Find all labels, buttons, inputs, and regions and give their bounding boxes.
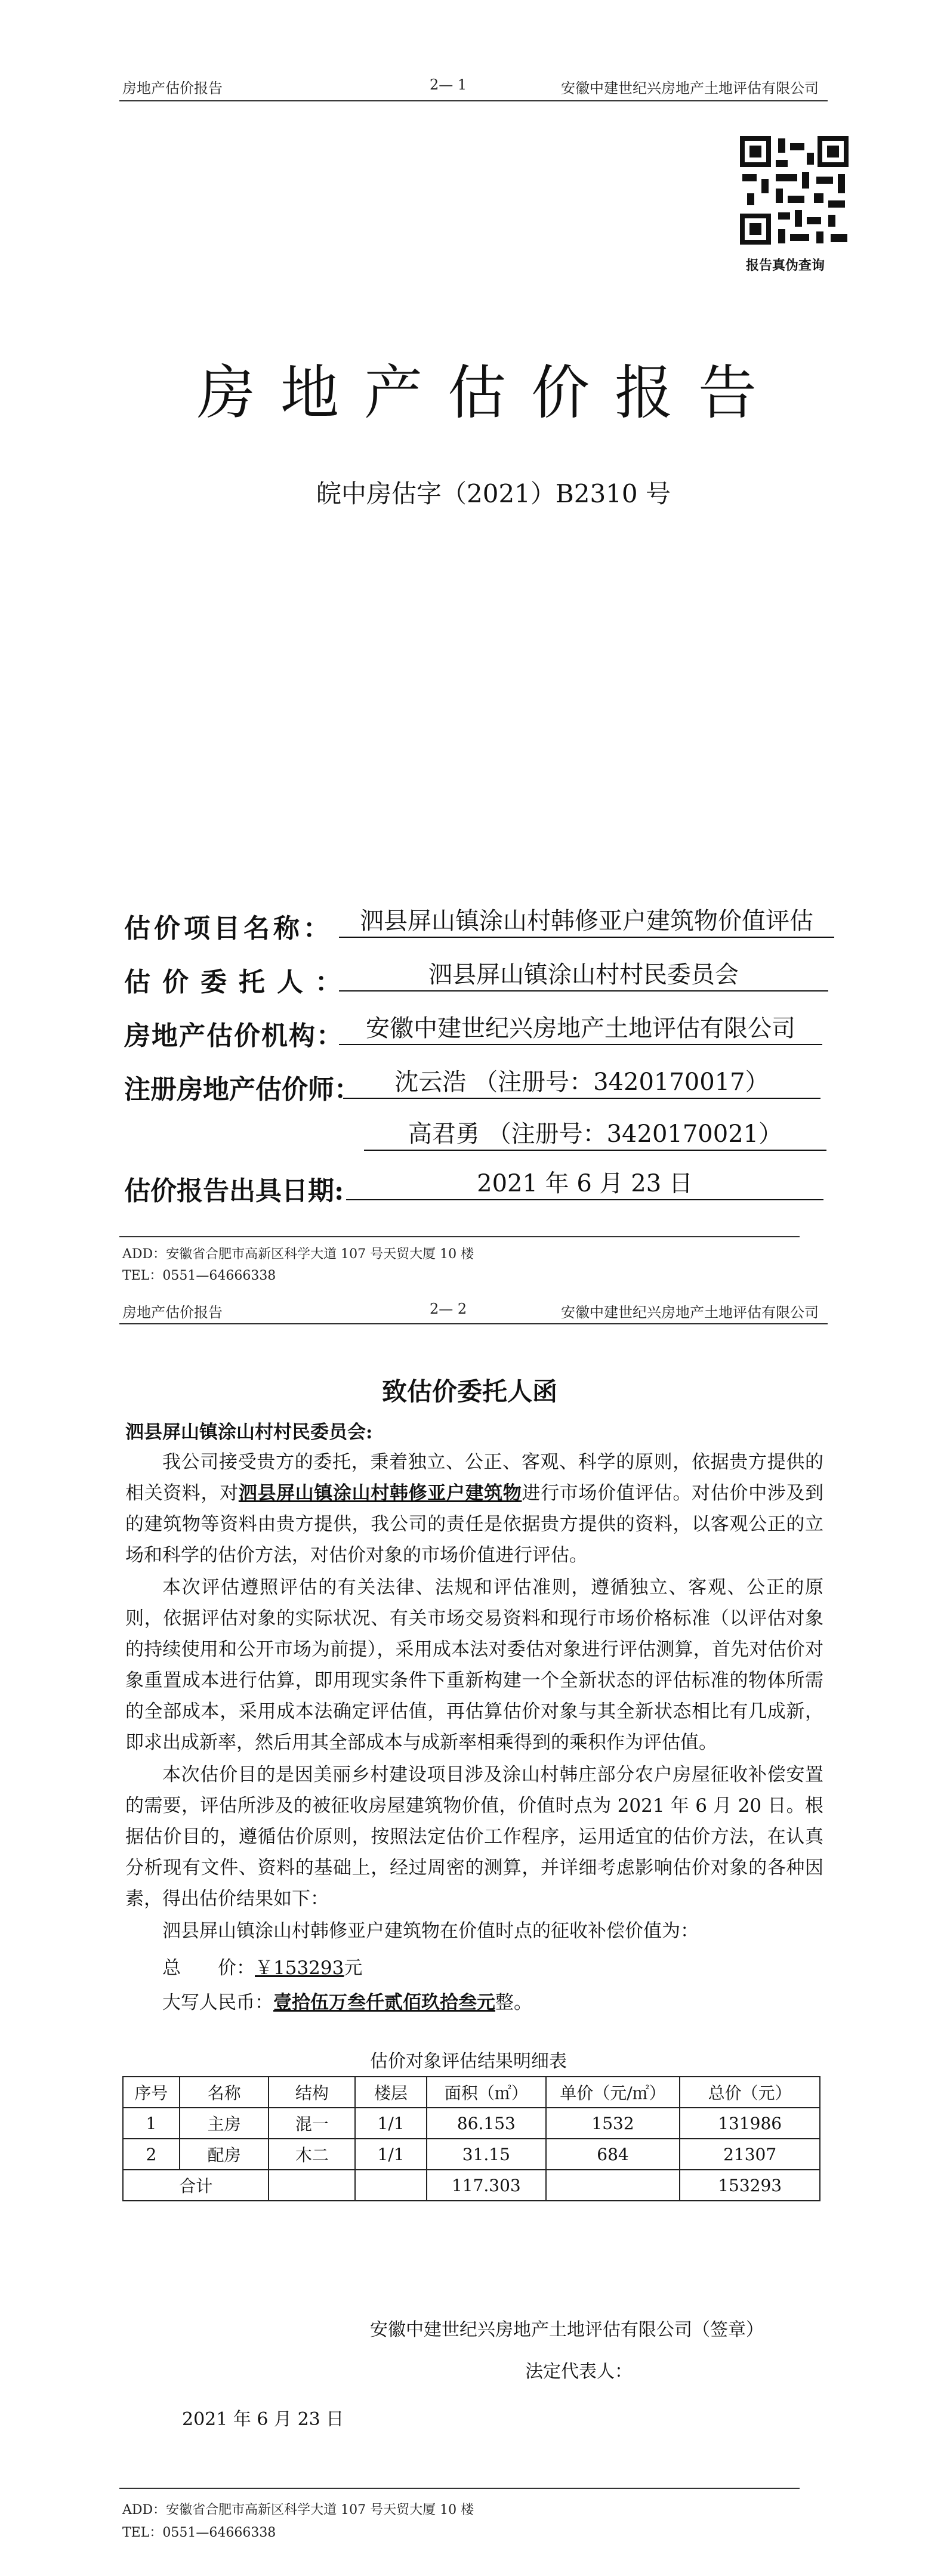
table-title: 估价对象评估结果明细表 — [370, 2051, 567, 2072]
appraisal-subject: 泗县屏山镇涂山村韩修亚户建筑物 — [238, 1482, 522, 1504]
col-header: 楼层 — [355, 2077, 427, 2108]
qr-caption: 报告真伪查询 — [746, 258, 825, 273]
letter-date: 2021 年 6 月 23 日 — [182, 2409, 344, 2430]
table-total-row — [123, 2170, 820, 2201]
total-label: 总 价： — [162, 1957, 255, 1979]
cell — [269, 2170, 355, 2201]
cell: 2 — [123, 2139, 180, 2170]
total-area-cell: 117.303 — [427, 2170, 546, 2201]
capital-label: 大写人民币： — [162, 1992, 273, 2013]
field-label-date: 估价报告出具日期: — [124, 1176, 344, 1206]
salutation: 泗县屏山镇涂山村村民委员会: — [125, 1422, 373, 1443]
col-header: 面积（㎡） — [427, 2077, 546, 2108]
field-label-client: 估价委托人： — [124, 967, 353, 997]
header-divider — [119, 1323, 828, 1324]
col-header: 总价（元） — [680, 2077, 820, 2108]
table-header-row — [123, 2077, 820, 2108]
capital-amount-line: 大写人民币：壹拾伍万叁仟贰佰玖拾叁元整。 — [162, 1992, 532, 2013]
qr-code-icon[interactable] — [740, 136, 849, 245]
cell: 31.15 — [427, 2139, 546, 2170]
page1-header-right: 安徽中建世纪兴房地产土地评估有限公司 — [561, 80, 819, 97]
total-price-cell: 153293 — [680, 2170, 820, 2201]
page2-header-left: 房地产估价报告 — [122, 1304, 223, 1321]
header-divider — [119, 100, 828, 101]
total-price-line: 总 价：￥153293元 — [162, 1957, 363, 1979]
estimate-table — [122, 2076, 820, 2201]
page1-footer-tel: TEL：0551—64666338 — [122, 1268, 276, 1283]
cell: 21307 — [680, 2139, 820, 2170]
cell: 684 — [546, 2139, 680, 2170]
field-label-agency: 房地产估价机构： — [124, 1021, 344, 1051]
company-signature: 安徽中建世纪兴房地产土地评估有限公司（签章） — [370, 2319, 764, 2340]
field-value-client: 泗县屏山镇涂山村村民委员会 — [339, 959, 828, 992]
field-value-appraiser-1: 沈云浩 （注册号：3420170017） — [343, 1067, 820, 1099]
page2-header-page: 2— 2 — [430, 1301, 467, 1317]
footer-divider — [119, 2488, 800, 2489]
capital-value: 壹拾伍万叁仟贰佰玖拾叁元 — [273, 1992, 495, 2013]
field-label-project: 估价项目名称： — [124, 913, 333, 944]
letter-title: 致估价委托人函 — [382, 1377, 558, 1406]
page2-footer-tel: TEL：0551—64666338 — [122, 2525, 276, 2540]
table-row — [123, 2108, 820, 2139]
cell: 1/1 — [355, 2108, 427, 2139]
field-value-appraiser-2: 高君勇 （注册号：3420170021） — [364, 1119, 826, 1151]
cell: 木二 — [269, 2139, 355, 2170]
letter-body — [125, 1447, 823, 2018]
page2-header-right: 安徽中建世纪兴房地产土地评估有限公司 — [561, 1304, 819, 1321]
col-header: 序号 — [123, 2077, 180, 2108]
col-header: 名称 — [180, 2077, 269, 2108]
footer-divider — [119, 1236, 800, 1237]
cell: 1532 — [546, 2108, 680, 2139]
paragraph-1: 我公司接受贵方的委托，秉着独立、公正、客观、科学的原则，依据贵方提供的相关资料，对泗县屏山镇涂山村韩修亚户建筑物进行市场价值评估。对估价中涉及到的建筑物等资料由贵方提供，我公司的责任是依据贵方提供的资料，以客观公正的立场和科学的估价方法，对估价对象的市场价值进行评估。 — [125, 1451, 824, 1566]
page2-footer-address: ADD：安徽省合肥市高新区科学大道 107 号天贸大厦 10 楼 — [122, 2503, 474, 2518]
page1-header-left: 房地产估价报告 — [122, 80, 223, 97]
cell: 1/1 — [355, 2139, 427, 2170]
legal-representative: 法定代表人： — [525, 2361, 633, 2382]
col-header: 单价（元/㎡） — [546, 2077, 680, 2108]
paragraph-3: 本次估价目的是因美丽乡村建设项目涉及涂山村韩庄部分农户房屋征收补偿安置的需要，评估所涉及的被征收房屋建筑物价值，价值时点为 2021 年 6 月 20 日。根据估价目的，遵循估价原则，按照法定估价工作程序，运用适宜的估价方法，在认真分析现有文件、资料的基础上，经过周密的测算，并详细考虑影响估价对象的各种因素，得出估价结果如下： — [125, 1764, 823, 1910]
field-value-agency: 安徽中建世纪兴房地产土地评估有限公司 — [339, 1013, 822, 1045]
paragraph-4: 泗县屏山镇涂山村韩修亚户建筑物在价值时点的征收补偿价值为： — [162, 1920, 699, 1942]
report-number: 皖中房估字（2021）B2310 号 — [316, 479, 671, 508]
cell: 86.153 — [427, 2108, 546, 2139]
report-title: 房地产估价报告 — [197, 359, 782, 427]
field-value-project: 泗县屏山镇涂山村韩修亚户建筑物价值评估 — [339, 906, 834, 938]
cell: 主房 — [180, 2108, 269, 2139]
total-value: ￥153293 — [255, 1957, 344, 1979]
cell — [355, 2170, 427, 2201]
table-row — [123, 2139, 820, 2170]
paragraph-2: 本次评估遵照评估的有关法律、法规和评估准则，遵循独立、客观、公正的原则，依据评估对象的实际状况、有关市场交易资料和现行市场价格标准（以评估对象的持续使用和公开市场为前提），采用成本法对委估对象进行评估测算，首先对估价对象重置成本进行估算，即用现实条件下重新构建一个全新状态的评估标准的物体所需的全部成本，采用成本法确定评估值，再估算估价对象与其全新状态相比有几成新，即求出成新率，然后用其全部成本与成新率相乘得到的乘积作为评估值。 — [125, 1577, 823, 1753]
field-label-appraiser: 注册房地产估价师： — [124, 1074, 360, 1105]
cell: 131986 — [680, 2108, 820, 2139]
total-label-cell: 合计 — [123, 2170, 269, 2201]
cell: 1 — [123, 2108, 180, 2139]
cell: 混一 — [269, 2108, 355, 2139]
field-value-date: 2021 年 6 月 23 日 — [346, 1168, 823, 1200]
cell: 配房 — [180, 2139, 269, 2170]
col-header: 结构 — [269, 2077, 355, 2108]
cell — [546, 2170, 680, 2201]
page1-header-page: 2— 1 — [430, 76, 467, 93]
page1-footer-address: ADD：安徽省合肥市高新区科学大道 107 号天贸大厦 10 楼 — [122, 1247, 474, 1262]
